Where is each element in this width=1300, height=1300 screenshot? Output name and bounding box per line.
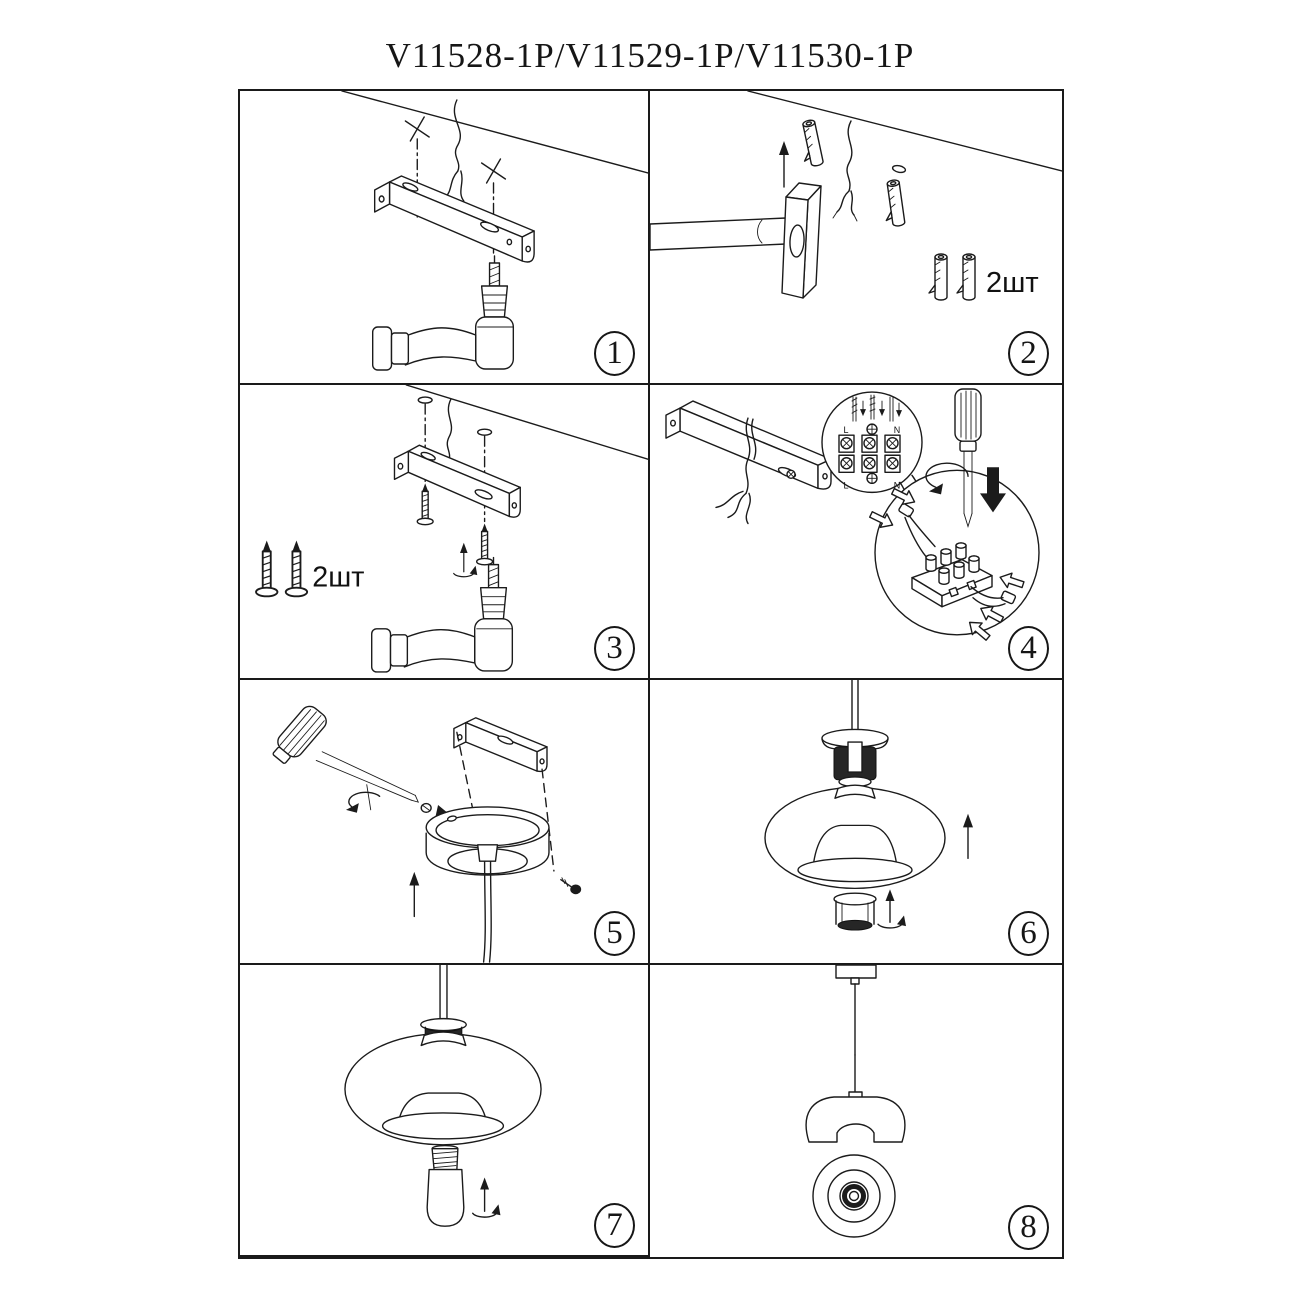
suspension-rod bbox=[440, 965, 447, 1021]
step-number-badge: 5 bbox=[594, 911, 635, 956]
step-8-illustration bbox=[650, 965, 1062, 1257]
drill-icon bbox=[372, 558, 513, 672]
bracket-icon bbox=[394, 445, 520, 517]
hammer-icon bbox=[650, 183, 821, 298]
step-1-panel bbox=[240, 91, 650, 385]
page-title: V11528-1P/V11529-1P/V11530-1P bbox=[385, 36, 915, 75]
step-7-panel bbox=[240, 965, 650, 1257]
glass-shade-icon bbox=[765, 785, 945, 888]
step-6-illustration bbox=[650, 680, 1062, 963]
step-2-panel bbox=[650, 91, 1062, 385]
arrow-up-icon bbox=[779, 141, 789, 187]
step-number-badge: 6 bbox=[1008, 911, 1049, 956]
terminal-label-neutral: N bbox=[893, 480, 901, 491]
terminal-label-live: L bbox=[843, 480, 849, 491]
pendant-lamp-icon bbox=[806, 965, 905, 1142]
ceiling-line bbox=[342, 91, 648, 173]
suspension-cable bbox=[852, 680, 858, 733]
screw-icon bbox=[256, 483, 492, 596]
bulb-icon bbox=[427, 1146, 464, 1227]
terminal-label-live: L bbox=[843, 425, 849, 436]
quantity-label: 2шт bbox=[312, 561, 365, 594]
step-7-illustration bbox=[240, 965, 648, 1255]
step-3-illustration bbox=[240, 385, 648, 678]
rotation-arrow-icon bbox=[346, 785, 380, 813]
step-5-illustration bbox=[240, 680, 648, 963]
step-number-badge: 3 bbox=[594, 626, 635, 671]
wires-icon bbox=[833, 121, 857, 221]
screwdriver-icon bbox=[268, 703, 418, 802]
arrow-up-icon bbox=[963, 814, 973, 859]
step-grid bbox=[238, 89, 1064, 1259]
quantity-label: 2шт bbox=[986, 267, 1039, 299]
ceiling-line bbox=[748, 91, 1062, 171]
rotation-arrow-icon bbox=[454, 543, 478, 577]
step-4-illustration bbox=[650, 385, 1062, 678]
canopy-icon bbox=[426, 807, 549, 962]
terminal-label-neutral: N bbox=[893, 425, 901, 436]
drill-icon bbox=[373, 256, 514, 370]
bottom-view-icon bbox=[813, 1155, 895, 1237]
glass-shade-icon bbox=[345, 1032, 541, 1145]
bracket-icon bbox=[375, 176, 534, 262]
screw-icon bbox=[561, 878, 581, 894]
wires-icon bbox=[441, 100, 467, 208]
step-number-badge: 7 bbox=[594, 1203, 635, 1248]
step-5-panel bbox=[240, 680, 650, 965]
step-number-badge: 8 bbox=[1008, 1205, 1049, 1250]
step-number-badge: 4 bbox=[1008, 626, 1049, 671]
arrow-up-icon bbox=[409, 872, 419, 917]
rotation-arrow-icon bbox=[878, 889, 906, 928]
bracket-icon bbox=[666, 401, 831, 489]
step-2-illustration bbox=[650, 91, 1062, 383]
step-3-panel bbox=[240, 385, 650, 680]
step-8-panel bbox=[650, 965, 1062, 1257]
rotation-arrow-icon bbox=[473, 1178, 501, 1218]
step-1-illustration bbox=[240, 91, 648, 383]
bracket-icon bbox=[454, 718, 547, 772]
lamp-holder-icon bbox=[822, 729, 888, 786]
step-4-panel bbox=[650, 385, 1062, 680]
step-6-panel bbox=[650, 680, 1062, 965]
step-number-badge: 1 bbox=[594, 331, 635, 376]
ceiling-line bbox=[406, 385, 648, 459]
step-number-badge: 2 bbox=[1008, 331, 1049, 376]
shade-ring-icon bbox=[834, 893, 876, 930]
wall-plug-icon bbox=[796, 119, 975, 300]
